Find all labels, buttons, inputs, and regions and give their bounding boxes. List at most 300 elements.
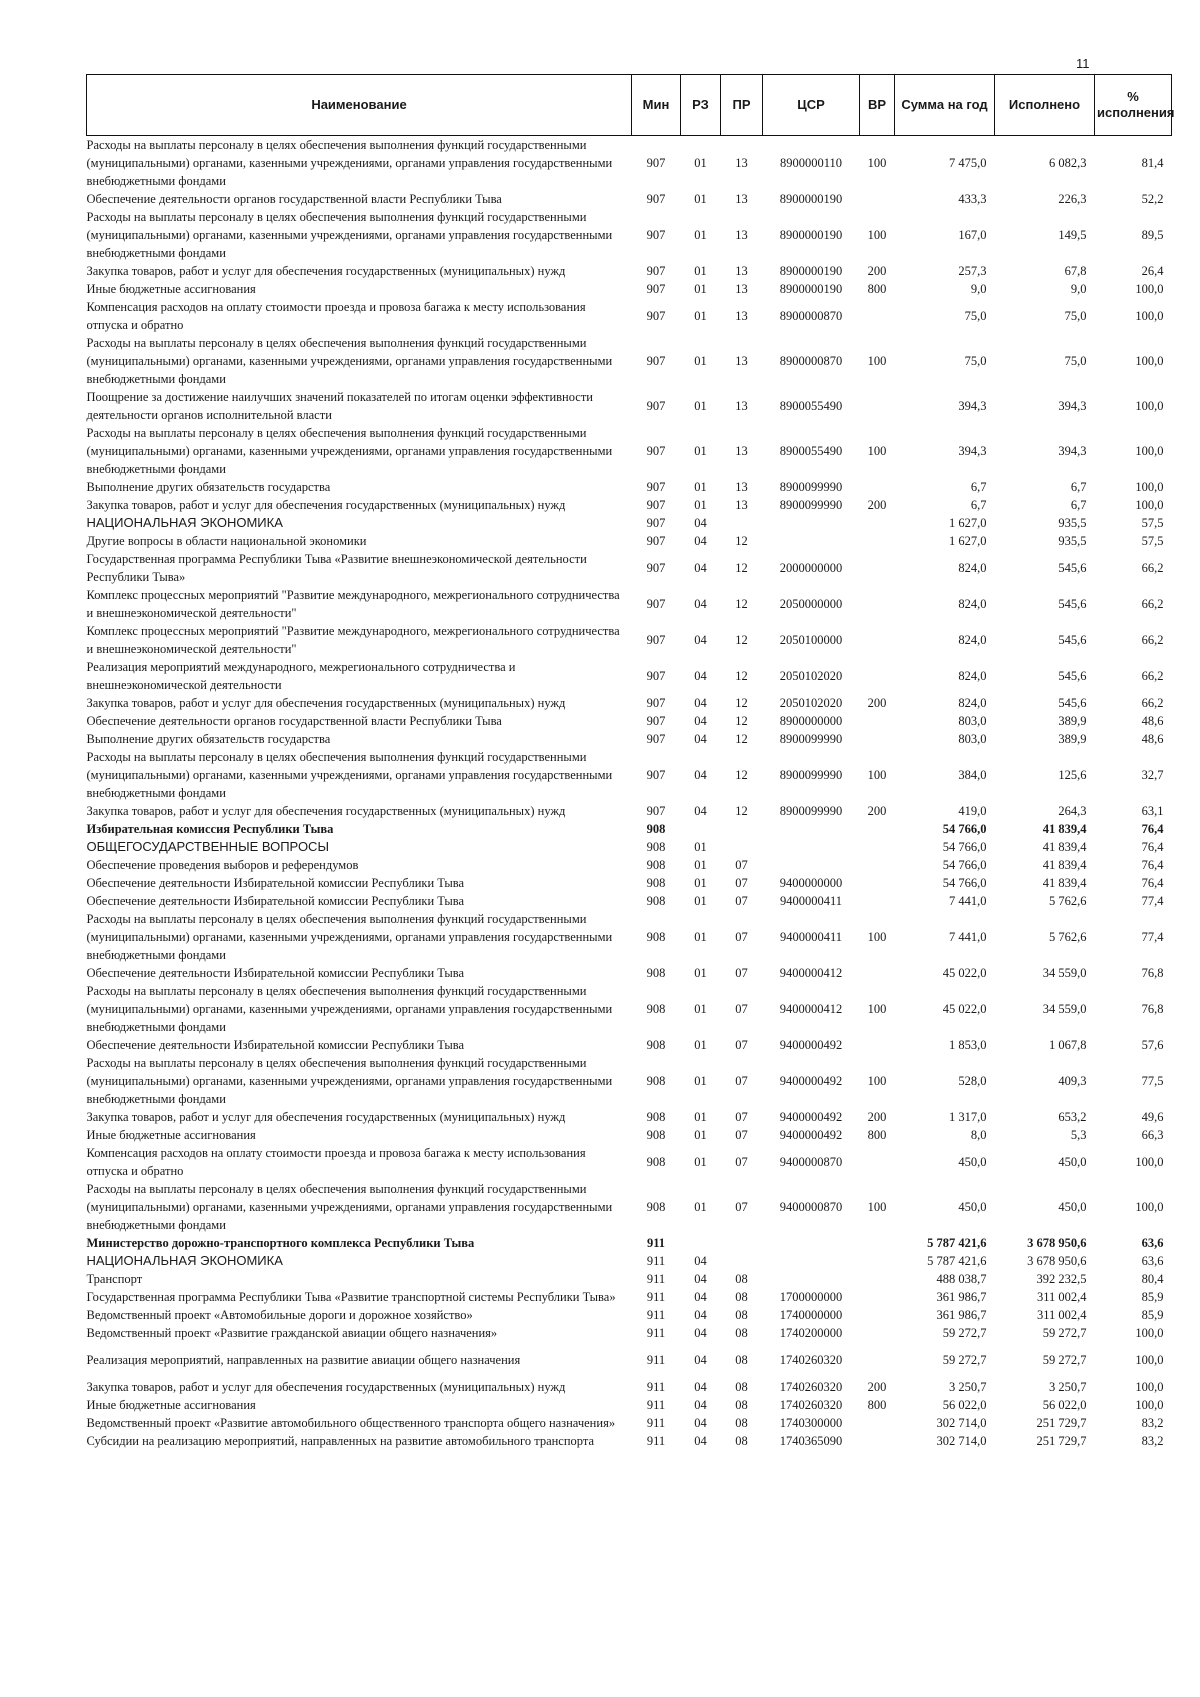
row-annual-sum: 7 441,0: [949, 894, 987, 908]
row-executed: 545,6: [1058, 633, 1087, 647]
row-executed: 75,0: [1064, 309, 1087, 323]
row-expense-type-code: 200: [867, 804, 887, 818]
row-name: Расходы на выплаты персоналу в целях обеспечения выполнения функций государственными (муниципальными) органами, казенными учреждениями, органами управления государственными внебюджетными фондами: [86, 426, 613, 476]
row-target-article-code: 8900000190: [779, 228, 843, 242]
row-target-article-code: 1700000000: [779, 1290, 843, 1304]
row-ministry-code: 907: [646, 498, 666, 512]
row-section-code: 01: [694, 894, 707, 908]
table-row: [87, 694, 1172, 712]
table-row: [87, 1396, 1172, 1414]
row-execution-percent: 100,0: [1135, 309, 1164, 323]
row-section-code: 01: [694, 1002, 707, 1016]
row-execution-percent: 100,0: [1135, 498, 1164, 512]
row-annual-sum: 803,0: [958, 714, 987, 728]
row-section-code: 04: [694, 669, 707, 683]
row-expense-type-code: [860, 1414, 895, 1432]
row-executed: 41 839,4: [1042, 876, 1087, 890]
table-row: [87, 658, 1172, 694]
row-execution-percent: 100,0: [1135, 444, 1164, 458]
row-target-article-code: 2050000000: [779, 597, 843, 611]
row-expense-type-code: 200: [867, 1380, 887, 1394]
row-section-code: 01: [694, 498, 707, 512]
row-section-code: 04: [694, 516, 707, 530]
row-target-article-code: 9400000411: [779, 930, 843, 944]
row-section-code: 04: [694, 561, 707, 575]
row-expense-type-code: [860, 514, 895, 532]
row-subsection-code: [721, 820, 763, 838]
row-expense-type-code: 100: [867, 156, 887, 170]
row-executed: 264,3: [1058, 804, 1087, 818]
table-row: [87, 550, 1172, 586]
table-row: [87, 1288, 1172, 1306]
row-expense-type-code: [860, 1252, 895, 1270]
row-annual-sum: 824,0: [958, 561, 987, 575]
row-execution-percent: 100,0: [1135, 1326, 1164, 1340]
table-row: [87, 982, 1172, 1036]
row-section-code: 04: [694, 714, 707, 728]
row-expense-type-code: [860, 838, 895, 856]
row-execution-percent: 66,2: [1141, 696, 1164, 710]
row-name: Расходы на выплаты персоналу в целях обеспечения выполнения функций государственными (муниципальными) органами, казенными учреждениями, органами управления государственными внебюджетными фондами: [86, 210, 613, 260]
row-section-code: 04: [694, 732, 707, 746]
row-annual-sum: 488 038,7: [936, 1272, 987, 1286]
table-row: [87, 1432, 1172, 1450]
row-target-article-code: 2050102020: [779, 696, 843, 710]
row-expense-type-code: [860, 1324, 895, 1342]
row-section-code: 01: [694, 228, 707, 242]
header-annual-sum: Сумма на год: [895, 75, 995, 136]
row-subsection-code: 07: [735, 1110, 748, 1124]
row-annual-sum: 803,0: [958, 732, 987, 746]
row-execution-percent: 89,5: [1141, 228, 1164, 242]
table-row: [87, 802, 1172, 820]
row-subsection-code: 12: [735, 633, 748, 647]
row-section-code: [681, 1234, 721, 1252]
row-expense-type-code: 100: [867, 930, 887, 944]
row-section-code: 01: [694, 930, 707, 944]
row-execution-percent: 100,0: [1135, 1398, 1164, 1412]
table-row: [87, 1126, 1172, 1144]
row-execution-percent: 57,5: [1141, 534, 1164, 548]
row-annual-sum: 384,0: [958, 768, 987, 782]
row-target-article-code: 8900099990: [779, 480, 843, 494]
row-execution-percent: 100,0: [1135, 1200, 1164, 1214]
row-executed: 5 762,6: [1049, 930, 1087, 944]
row-target-article-code: 8900000870: [779, 309, 843, 323]
row-target-article-code: [763, 820, 860, 838]
row-target-article-code: [763, 838, 860, 856]
row-executed: 653,2: [1058, 1110, 1087, 1124]
row-name: Выполнение других обязательств государства: [86, 732, 331, 746]
row-name: Компенсация расходов на оплату стоимости проезда и провоза багажа к месту использования отпуска и обратно: [86, 1146, 586, 1178]
row-execution-percent: 66,2: [1141, 669, 1164, 683]
row-section-code: 04: [694, 1416, 707, 1430]
table-row: [87, 1252, 1172, 1270]
row-ministry-code: 907: [646, 732, 666, 746]
table-header-row: [87, 75, 1172, 136]
row-section-code: 04: [694, 804, 707, 818]
row-section-code: 04: [694, 1326, 707, 1340]
row-execution-percent: 63,6: [1141, 1236, 1164, 1250]
row-executed: 59 272,7: [1042, 1353, 1087, 1367]
row-target-article-code: 8900000000: [779, 714, 843, 728]
row-execution-percent: 100,0: [1135, 282, 1164, 296]
row-target-article-code: 8900099990: [779, 498, 843, 512]
row-annual-sum: 302 714,0: [936, 1434, 987, 1448]
row-execution-percent: 100,0: [1135, 354, 1164, 368]
header-subsection: ПР: [721, 75, 763, 136]
row-annual-sum: 5 787 421,6: [927, 1254, 987, 1268]
row-expense-type-code: [860, 298, 895, 334]
table-row: [87, 1306, 1172, 1324]
row-target-article-code: 2050102020: [779, 669, 843, 683]
row-subsection-code: 13: [735, 309, 748, 323]
row-execution-percent: 76,8: [1141, 1002, 1164, 1016]
row-expense-type-code: [860, 1288, 895, 1306]
row-executed: 394,3: [1058, 399, 1087, 413]
row-ministry-code: 908: [646, 894, 666, 908]
row-annual-sum: 824,0: [958, 597, 987, 611]
row-section-code: 01: [694, 1155, 707, 1169]
row-executed: 251 729,7: [1036, 1434, 1087, 1448]
row-name: Закупка товаров, работ и услуг для обеспечения государственных (муниципальных) нужд: [86, 696, 566, 710]
row-expense-type-code: [860, 586, 895, 622]
row-ministry-code: 907: [646, 597, 666, 611]
table-row: [87, 262, 1172, 280]
row-target-article-code: 8900055490: [779, 399, 843, 413]
row-subsection-code: 13: [735, 282, 748, 296]
table-row: [87, 910, 1172, 964]
row-ministry-code: 908: [646, 858, 666, 872]
table-row: [87, 1180, 1172, 1234]
row-subsection-code: 13: [735, 498, 748, 512]
row-ministry-code: 907: [646, 804, 666, 818]
row-target-article-code: 8900000190: [779, 282, 843, 296]
row-ministry-code: 907: [646, 354, 666, 368]
row-executed: 5,3: [1070, 1128, 1087, 1142]
row-ministry-code: 911: [646, 1236, 666, 1250]
table-body: [87, 136, 1172, 1451]
table-row: [87, 208, 1172, 262]
table-row: [87, 478, 1172, 496]
row-annual-sum: 824,0: [958, 633, 987, 647]
row-name: Обеспечение деятельности Избирательной комиссии Республики Тыва: [86, 894, 464, 908]
row-subsection-code: 07: [735, 1155, 748, 1169]
row-annual-sum: 450,0: [958, 1200, 987, 1214]
row-execution-percent: 57,5: [1141, 516, 1164, 530]
row-target-article-code: 2050100000: [779, 633, 843, 647]
row-section-code: 04: [694, 1272, 707, 1286]
row-ministry-code: 907: [646, 282, 666, 296]
row-expense-type-code: [860, 1342, 895, 1378]
header-execution-percent: % исполнения: [1095, 75, 1172, 136]
row-ministry-code: 907: [646, 228, 666, 242]
row-expense-type-code: [860, 532, 895, 550]
row-target-article-code: 8900000110: [779, 156, 843, 170]
header-name: Наименование: [87, 75, 632, 136]
row-target-article-code: 1740365090: [779, 1434, 843, 1448]
row-section-code: 01: [694, 399, 707, 413]
table-row: [87, 748, 1172, 802]
row-execution-percent: 77,5: [1141, 1074, 1164, 1088]
row-name: Субсидии на реализацию мероприятий, направленных на развитие автомобильного транспорта: [86, 1434, 595, 1448]
row-expense-type-code: 800: [867, 282, 887, 296]
row-executed: 389,9: [1058, 714, 1087, 728]
row-ministry-code: 907: [646, 633, 666, 647]
table-row: [87, 496, 1172, 514]
row-execution-percent: 48,6: [1141, 732, 1164, 746]
row-annual-sum: 528,0: [958, 1074, 987, 1088]
row-executed: 3 250,7: [1049, 1380, 1087, 1394]
row-execution-percent: 81,4: [1141, 156, 1164, 170]
row-subsection-code: 07: [735, 858, 748, 872]
table-row: [87, 1036, 1172, 1054]
row-name: Расходы на выплаты персоналу в целях обеспечения выполнения функций государственными (муниципальными) органами, казенными учреждениями, органами управления государственными внебюджетными фондами: [86, 912, 613, 962]
row-expense-type-code: [860, 964, 895, 982]
row-name: Закупка товаров, работ и услуг для обеспечения государственных (муниципальных) нужд: [86, 804, 566, 818]
row-ministry-code: 907: [646, 192, 666, 206]
row-section-code: [681, 820, 721, 838]
row-ministry-code: 907: [646, 696, 666, 710]
row-expense-type-code: 100: [867, 354, 887, 368]
row-name: Ведомственный проект «Развитие гражданской авиации общего назначения»: [86, 1326, 498, 1340]
row-subsection-code: 07: [735, 1038, 748, 1052]
row-executed: 389,9: [1058, 732, 1087, 746]
table-row: [87, 856, 1172, 874]
row-executed: 149,5: [1058, 228, 1087, 242]
row-section-code: 01: [694, 282, 707, 296]
row-executed: 6,7: [1070, 498, 1087, 512]
row-name: Обеспечение деятельности Избирательной комиссии Республики Тыва: [86, 876, 464, 890]
row-name: Транспорт: [86, 1272, 143, 1286]
row-expense-type-code: 100: [867, 1200, 887, 1214]
row-section-code: 01: [694, 192, 707, 206]
row-executed: 450,0: [1058, 1155, 1087, 1169]
row-annual-sum: 257,3: [958, 264, 987, 278]
row-name: Избирательная комиссия Республики Тыва: [86, 822, 334, 836]
row-subsection-code: 13: [735, 480, 748, 494]
row-annual-sum: 54 766,0: [942, 840, 987, 854]
row-ministry-code: 908: [646, 1110, 666, 1124]
row-subsection-code: [721, 1234, 763, 1252]
row-annual-sum: 450,0: [958, 1155, 987, 1169]
row-section-code: 01: [694, 156, 707, 170]
row-subsection-code: 12: [735, 768, 748, 782]
row-target-article-code: 1740200000: [779, 1326, 843, 1340]
row-ministry-code: 907: [646, 516, 666, 530]
row-section-code: 01: [694, 309, 707, 323]
row-executed: 545,6: [1058, 561, 1087, 575]
row-subsection-code: 07: [735, 894, 748, 908]
row-execution-percent: 66,2: [1141, 633, 1164, 647]
row-section-code: 04: [694, 534, 707, 548]
row-annual-sum: 361 986,7: [936, 1290, 987, 1304]
row-annual-sum: 1 853,0: [949, 1038, 987, 1052]
row-subsection-code: [721, 1252, 763, 1270]
row-section-code: 01: [694, 1110, 707, 1124]
row-expense-type-code: [860, 622, 895, 658]
row-ministry-code: 907: [646, 534, 666, 548]
row-annual-sum: 419,0: [958, 804, 987, 818]
row-ministry-code: 911: [646, 1254, 666, 1268]
row-annual-sum: 3 250,7: [949, 1380, 987, 1394]
row-target-article-code: 1740300000: [779, 1416, 843, 1430]
row-execution-percent: 32,7: [1141, 768, 1164, 782]
row-subsection-code: 07: [735, 1074, 748, 1088]
row-execution-percent: 83,2: [1141, 1434, 1164, 1448]
row-ministry-code: 908: [646, 840, 666, 854]
row-ministry-code: 908: [646, 930, 666, 944]
row-ministry-code: 911: [646, 1380, 666, 1394]
row-execution-percent: 49,6: [1141, 1110, 1164, 1124]
row-execution-percent: 48,6: [1141, 714, 1164, 728]
row-ministry-code: 911: [646, 1398, 666, 1412]
row-section-code: 01: [694, 480, 707, 494]
table-row: [87, 892, 1172, 910]
row-subsection-code: 13: [735, 156, 748, 170]
row-annual-sum: 45 022,0: [942, 966, 987, 980]
row-execution-percent: 83,2: [1141, 1416, 1164, 1430]
row-executed: 75,0: [1064, 354, 1087, 368]
row-subsection-code: 07: [735, 1002, 748, 1016]
row-expense-type-code: 800: [867, 1128, 887, 1142]
row-annual-sum: 361 986,7: [936, 1308, 987, 1322]
row-executed: 545,6: [1058, 696, 1087, 710]
row-executed: 450,0: [1058, 1200, 1087, 1214]
row-section-code: 01: [694, 444, 707, 458]
row-annual-sum: 394,3: [958, 444, 987, 458]
row-target-article-code: 8900000190: [779, 192, 843, 206]
row-subsection-code: 07: [735, 1200, 748, 1214]
row-subsection-code: 07: [735, 930, 748, 944]
row-execution-percent: 26,4: [1141, 264, 1164, 278]
row-annual-sum: 8,0: [970, 1128, 987, 1142]
row-subsection-code: 08: [735, 1272, 748, 1286]
row-subsection-code: 12: [735, 597, 748, 611]
row-target-article-code: 2000000000: [779, 561, 843, 575]
row-expense-type-code: 200: [867, 696, 887, 710]
header-executed: Исполнено: [995, 75, 1095, 136]
row-ministry-code: 911: [646, 1416, 666, 1430]
row-execution-percent: 80,4: [1141, 1272, 1164, 1286]
table-row: [87, 1324, 1172, 1342]
row-executed: 67,8: [1064, 264, 1087, 278]
row-execution-percent: 100,0: [1135, 1380, 1164, 1394]
row-name: Иные бюджетные ассигнования: [86, 282, 256, 296]
row-name: Поощрение за достижение наилучших значений показателей по итогам оценки эффективности деятельности органов исполнительной власти: [86, 390, 594, 422]
table-row: [87, 1234, 1172, 1252]
row-target-article-code: 9400000492: [779, 1128, 843, 1142]
row-subsection-code: 12: [735, 696, 748, 710]
row-target-article-code: 9400000412: [779, 966, 843, 980]
row-expense-type-code: 100: [867, 1074, 887, 1088]
row-expense-type-code: [860, 1234, 895, 1252]
table-row: [87, 586, 1172, 622]
row-executed: 6 082,3: [1049, 156, 1087, 170]
row-target-article-code: [763, 514, 860, 532]
row-section-code: 01: [694, 1038, 707, 1052]
row-subsection-code: 07: [735, 876, 748, 890]
budget-execution-table: [86, 74, 1175, 1450]
row-section-code: 01: [694, 840, 707, 854]
row-execution-percent: 57,6: [1141, 1038, 1164, 1052]
row-name: Выполнение других обязательств государства: [86, 480, 331, 494]
row-name: Комплекс процессных мероприятий "Развитие международного, межрегионального сотрудничества и внешнеэкономической деятельности": [86, 588, 620, 620]
table-row: [87, 514, 1172, 532]
row-name: Комплекс процессных мероприятий "Развитие международного, межрегионального сотрудничества и внешнеэкономической деятельности": [86, 624, 620, 656]
row-executed: 125,6: [1058, 768, 1087, 782]
table-row: [87, 1054, 1172, 1108]
row-annual-sum: 9,0: [970, 282, 987, 296]
row-expense-type-code: [860, 1306, 895, 1324]
row-target-article-code: 9400000000: [779, 876, 843, 890]
row-expense-type-code: [860, 550, 895, 586]
row-target-article-code: [763, 856, 860, 874]
row-execution-percent: 63,1: [1141, 804, 1164, 818]
row-section-code: 04: [694, 1380, 707, 1394]
row-annual-sum: 394,3: [958, 399, 987, 413]
table-row: [87, 622, 1172, 658]
row-name: Обеспечение деятельности Избирательной комиссии Республики Тыва: [86, 966, 464, 980]
row-execution-percent: 76,4: [1141, 840, 1164, 854]
row-ministry-code: 911: [646, 1353, 666, 1367]
row-annual-sum: 59 272,7: [942, 1326, 987, 1340]
row-target-article-code: 9400000411: [779, 894, 843, 908]
row-subsection-code: [721, 838, 763, 856]
row-name: Государственная программа Республики Тыва «Развитие внешнеэкономической деятельности Республики Тыва»: [86, 552, 587, 584]
row-subsection-code: 08: [735, 1434, 748, 1448]
row-subsection-code: [721, 514, 763, 532]
row-target-article-code: 8900099990: [779, 732, 843, 746]
row-subsection-code: 07: [735, 1128, 748, 1142]
row-executed: 34 559,0: [1042, 966, 1087, 980]
row-target-article-code: 8900099990: [779, 804, 843, 818]
row-target-article-code: 8900000190: [779, 264, 843, 278]
row-executed: 409,3: [1058, 1074, 1087, 1088]
row-name: Обеспечение деятельности органов государственной власти Республики Тыва: [86, 192, 502, 206]
row-expense-type-code: 100: [867, 768, 887, 782]
row-section-code: 01: [694, 354, 707, 368]
row-name: Государственная программа Республики Тыва «Развитие транспортной системы Республики Тыва»: [86, 1290, 616, 1304]
row-target-article-code: 9400000492: [779, 1110, 843, 1124]
row-executed: 56 022,0: [1042, 1398, 1087, 1412]
row-section-code: 01: [694, 1074, 707, 1088]
row-ministry-code: 908: [646, 966, 666, 980]
row-target-article-code: 1740000000: [779, 1308, 843, 1322]
row-name: Расходы на выплаты персоналу в целях обеспечения выполнения функций государственными (муниципальными) органами, казенными учреждениями, органами управления государственными внебюджетными фондами: [86, 1182, 613, 1232]
row-ministry-code: 908: [646, 1002, 666, 1016]
row-executed: 545,6: [1058, 669, 1087, 683]
row-section-code: 01: [694, 966, 707, 980]
row-subsection-code: 12: [735, 669, 748, 683]
row-name: ОБЩЕГОСУДАРСТВЕННЫЕ ВОПРОСЫ: [86, 839, 329, 854]
row-subsection-code: 12: [735, 534, 748, 548]
row-target-article-code: 1740260320: [779, 1353, 843, 1367]
row-section-code: 01: [694, 1200, 707, 1214]
row-ministry-code: 908: [646, 1128, 666, 1142]
row-annual-sum: 54 766,0: [942, 876, 987, 890]
row-execution-percent: 77,4: [1141, 894, 1164, 908]
row-subsection-code: 12: [735, 714, 748, 728]
table-row: [87, 190, 1172, 208]
row-executed: 935,5: [1058, 516, 1087, 530]
row-ministry-code: 908: [646, 1155, 666, 1169]
row-expense-type-code: [860, 856, 895, 874]
row-ministry-code: 908: [646, 1038, 666, 1052]
row-expense-type-code: 100: [867, 228, 887, 242]
row-executed: 5 762,6: [1049, 894, 1087, 908]
row-executed: 34 559,0: [1042, 1002, 1087, 1016]
